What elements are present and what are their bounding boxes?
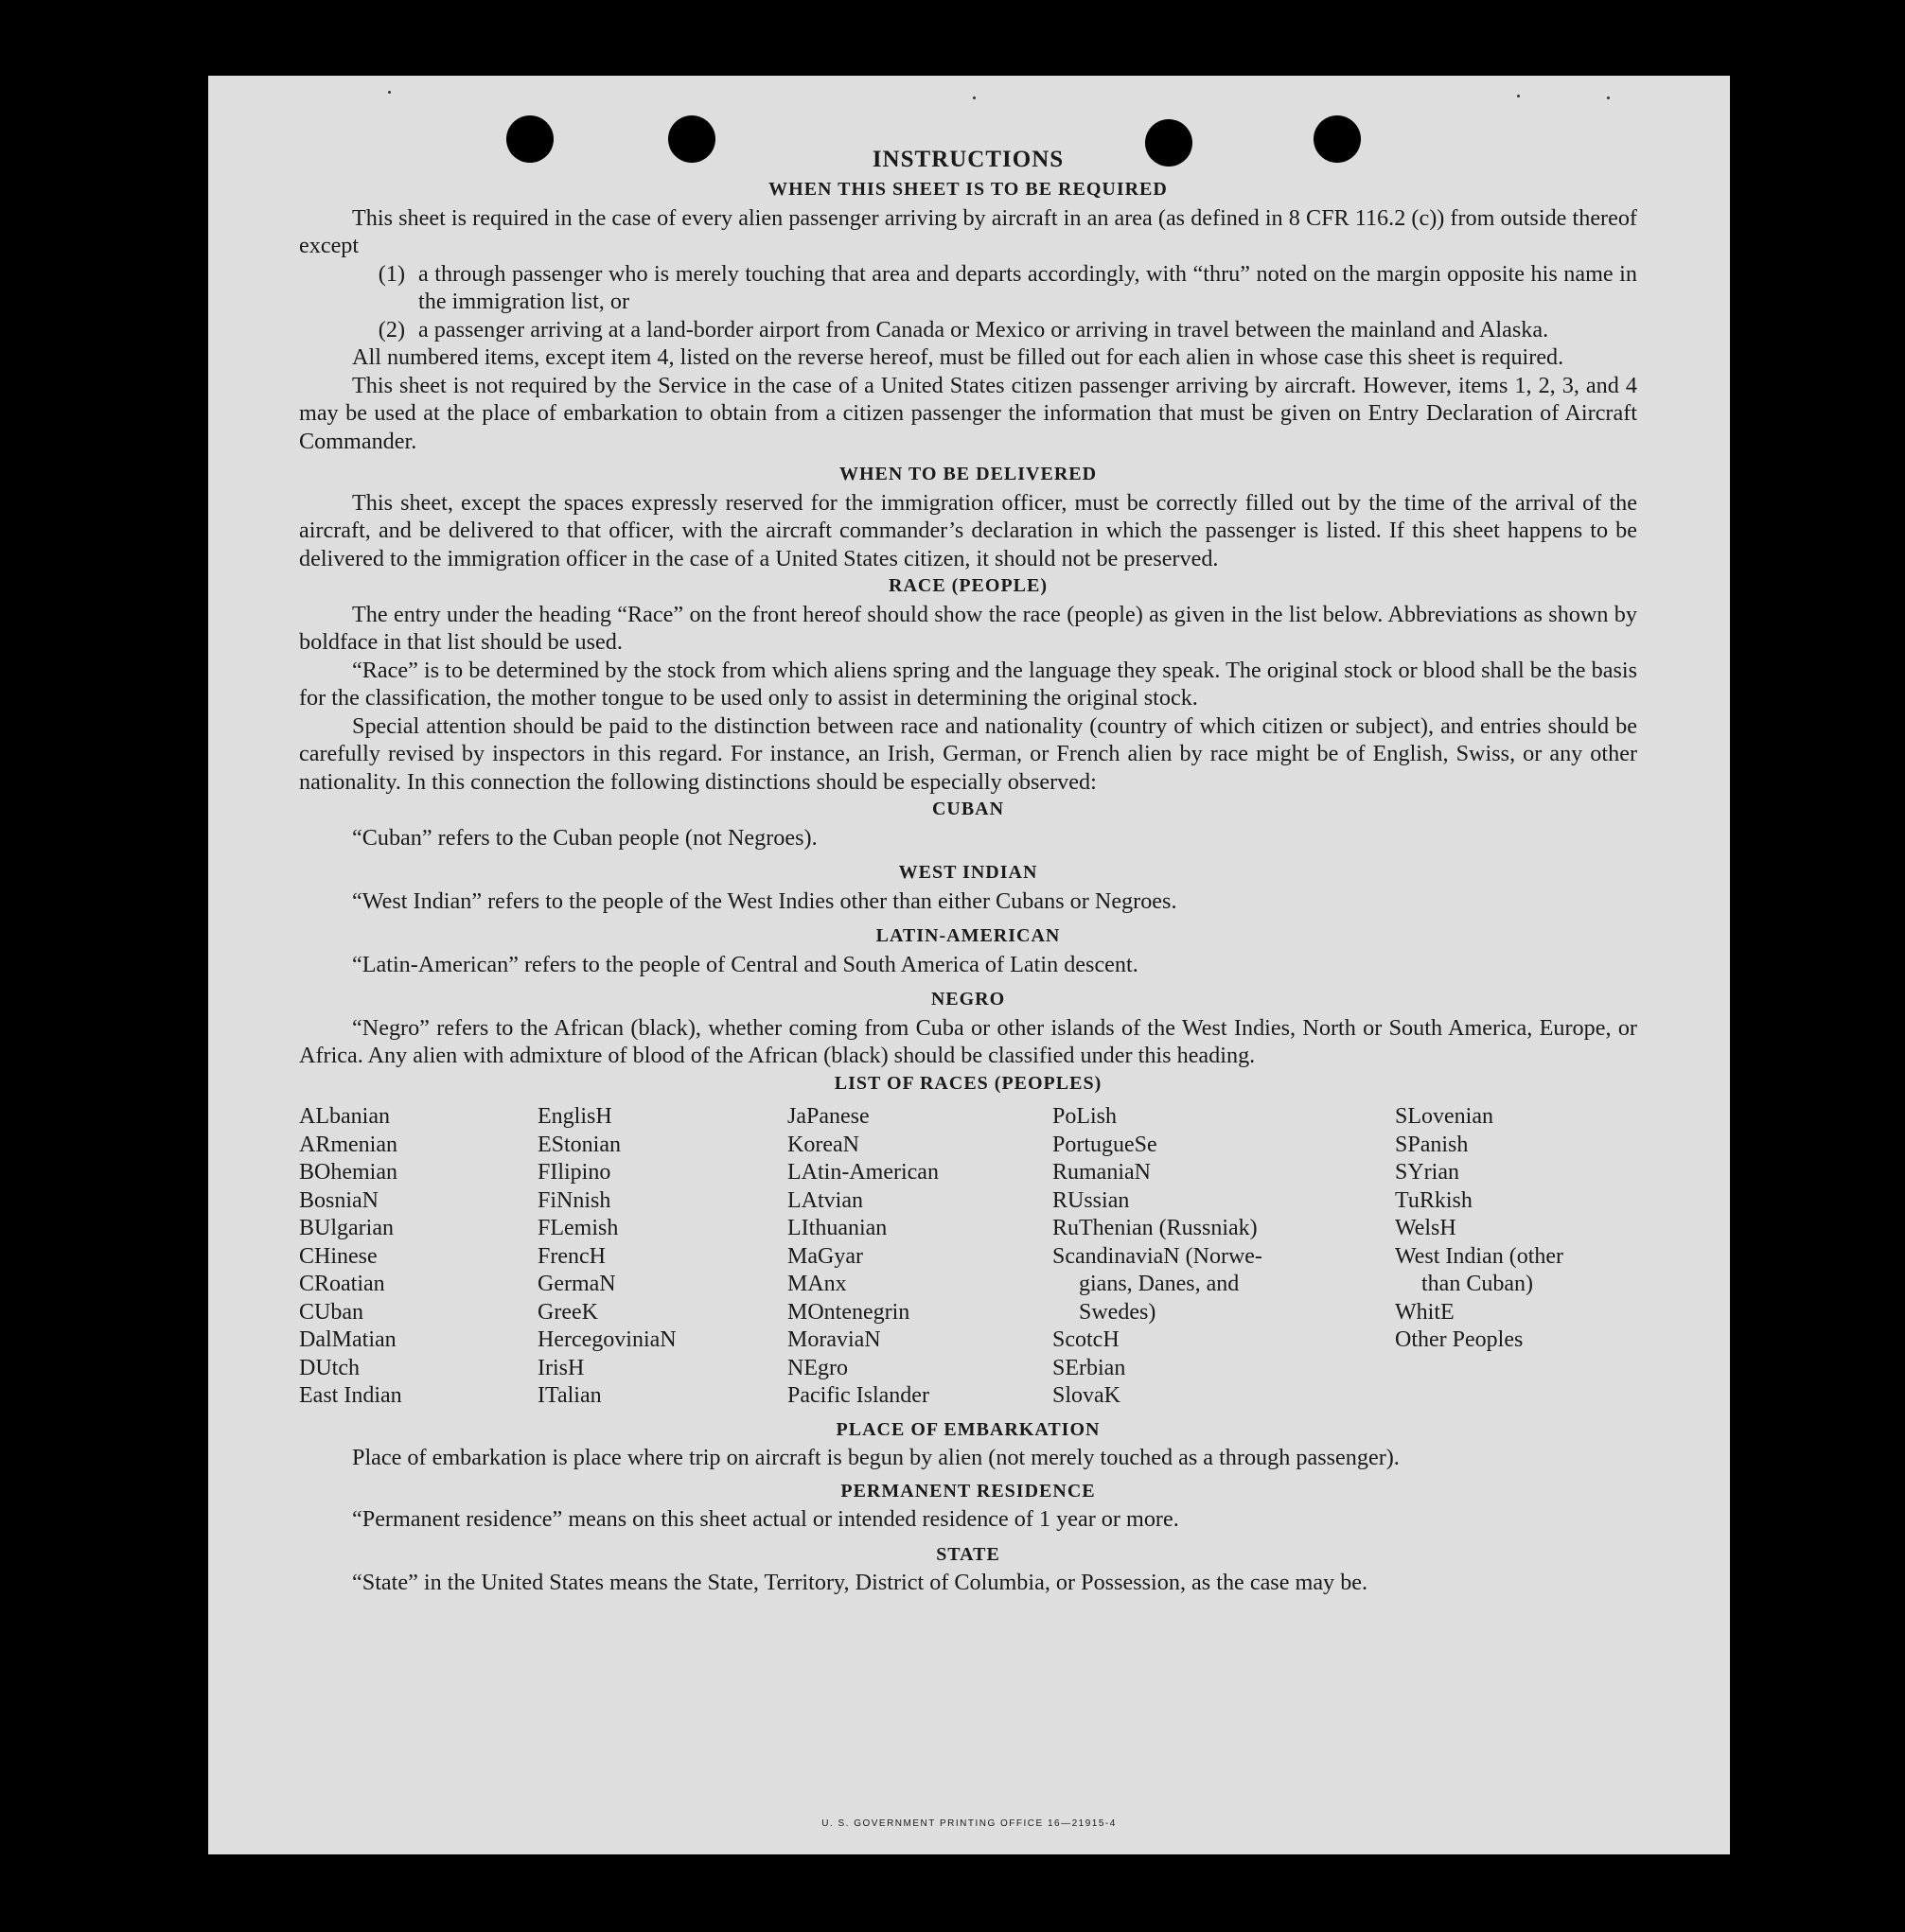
race-entry: BUlgarian [299,1216,394,1240]
paragraph: Place of embarkation is place where trip on aircraft is begun by alien (not merely touched as a through passenger). [352,1445,1400,1470]
race-entry: PortugueSe [1052,1132,1157,1157]
paragraph: This sheet, except the spaces expressly reserved for the immigration officer, must be correctly filled out by the time of the arrival of the aircraft, and be delivered to that officer, with the aircraft commander’s declaration in which the passenger is listed. If this sheet happens to be delivered to the immigration officer in the case of a United States citizen, it should not be preserved. [299,489,1637,571]
race-entry: Swedes) [1079,1299,1156,1325]
race-entry: gians, Danes, and [1079,1272,1240,1296]
races-column [299,1103,538,1411]
section-heading: NEGRO [930,989,1006,1010]
race-entry: WhitE [1395,1299,1455,1325]
race-entry: SPanish [1395,1132,1469,1157]
race-entry: RUssian [1052,1187,1130,1213]
race-entry: LIthuanian [787,1216,888,1240]
race-entry: MoraviaN [787,1327,881,1352]
paragraph: “Race” is to be determined by the stock from which aliens spring and the language they speak. The original stock or blood shall be the basis for the classification, the mother tongue to be used only to assist in determining the original stock. [299,657,1637,711]
race-entry: JaPanese [787,1104,870,1129]
list-item-text: a through passenger who is merely touching that area and departs accordingly, with “thru” noted on the margin opposite his name in the immigration list, or [418,260,1637,314]
race-entry: EStonian [538,1132,621,1157]
section-heading: PERMANENT RESIDENCE [840,1480,1096,1502]
paragraph: “State” in the United States means the State, Territory, District of Columbia, or Possession, as the case may be. [352,1570,1368,1595]
paragraph: “Cuban” refers to the Cuban people (not Negroes). [352,824,818,851]
list-item [299,260,1637,316]
paragraph: The entry under the heading “Race” on the front hereof should show the race (people) as given in the list below. Abbreviations as shown by boldface in that list should be used. [299,601,1637,655]
races-column [787,1103,1052,1411]
race-entry: DUtch [299,1355,360,1380]
race-entry: RumaniaN [1052,1160,1151,1185]
races-list [299,1103,1637,1411]
race-entry: GreeK [538,1299,598,1325]
paragraph: “West Indian” refers to the people of the West Indies other than either Cubans or Negroes. [352,887,1177,914]
race-entry: PoLish [1052,1104,1118,1129]
race-entry: CHinese [299,1243,378,1269]
race-entry: ARmenian [299,1132,397,1157]
race-entry: West Indian (other [1395,1243,1564,1269]
race-entry: BosniaN [299,1187,379,1213]
section-heading: WHEN TO BE DELIVERED [838,464,1098,484]
section-heading: RACE (PEOPLE) [889,575,1048,596]
document-sheet [208,76,1730,1854]
section-heading: WHEN THIS SHEET IS TO BE REQUIRED [768,179,1168,200]
speck [1517,95,1520,97]
printer-imprint: U. S. GOVERNMENT PRINTING OFFICE 16—21915-4 [821,1818,1117,1829]
race-entry: FIlipino [538,1160,611,1185]
race-entry: Other Peoples [1395,1327,1524,1352]
race-entry: East Indian [299,1383,402,1408]
race-entry: RuThenian (Russniak) [1052,1216,1258,1240]
race-entry: SYrian [1395,1160,1459,1185]
speck [1607,97,1610,99]
list-item-text: a passenger arriving at a land-border airport from Canada or Mexico or arriving in travel between the mainland and Alaska. [418,316,1549,342]
section-heading: LIST OF RACES (PEOPLES) [834,1072,1102,1094]
race-entry: LAtvian [787,1187,863,1213]
list-item-number: (1) [378,260,405,287]
races-column [1052,1103,1395,1411]
speck [388,91,391,94]
race-entry: EnglisH [538,1104,612,1129]
paragraph: All numbered items, except item 4, listed on the reverse hereof, must be filled out for each alien in whose case this sheet is required. [352,344,1564,370]
list-item-number: (2) [378,316,405,342]
section-heading: LATIN-AMERICAN [875,925,1061,946]
race-entry: HercegoviniaN [538,1327,677,1352]
paragraph: Special attention should be paid to the distinction between race and nationality (country of which citizen or subject), and entries should be carefully revised by inspectors in this regard. For instance, an Irish, German, or French alien by race might be of English, Swiss, or any other nationality. In this connection the following distinctions should be especially observed: [299,712,1637,795]
race-entry: ALbanian [299,1104,390,1129]
race-entry: WelsH [1395,1216,1456,1240]
instructions-content [299,144,1637,1597]
race-entry: LAtin-American [787,1160,939,1185]
race-entry: MOntenegrin [787,1299,910,1325]
race-entry: SErbian [1052,1355,1126,1380]
race-entry: than Cuban) [1421,1272,1533,1296]
race-entry: FiNnish [538,1187,611,1213]
race-entry: ScandinaviaN (Norwe- [1052,1243,1262,1269]
race-entry: BOhemian [299,1160,397,1185]
race-entry: MaGyar [787,1243,863,1269]
race-entry: FrencH [538,1243,606,1269]
section-heading: WEST INDIAN [898,862,1038,883]
race-entry: TuRkish [1395,1187,1473,1213]
race-entry: KoreaN [787,1132,859,1157]
paragraph: This sheet is required in the case of every alien passenger arriving by aircraft in an area (as defined in 8 CFR 116.2 (c)) from outside thereof except [299,204,1637,258]
paragraph: “Permanent residence” means on this sheet actual or intended residence of 1 year or more. [352,1506,1179,1532]
races-column [1395,1103,1637,1411]
section-heading: STATE [936,1543,1000,1565]
list-item [299,316,1637,344]
race-entry: MAnx [787,1272,847,1296]
race-entry: GermaN [538,1272,616,1296]
race-entry: DalMatian [299,1327,397,1352]
speck [973,97,976,99]
race-entry: ScotcH [1052,1327,1120,1352]
race-entry: FLemish [538,1216,619,1240]
race-entry: Pacific Islander [787,1383,929,1408]
race-entry: CRoatian [299,1272,385,1296]
section-heading: PLACE OF EMBARKATION [836,1418,1101,1440]
race-entry: NEgro [787,1355,848,1380]
paragraph: This sheet is not required by the Service in the case of a United States citizen passenger arriving by aircraft. However, items 1, 2, 3, and 4 may be used at the place of embarkation to obtain from a citizen passenger the information that must be given on Entry Declaration of Aircraft Commander. [299,372,1637,454]
race-entry: IrisH [538,1355,585,1380]
race-entry: SlovaK [1052,1383,1120,1408]
races-column [538,1103,787,1411]
race-entry: SLovenian [1395,1104,1493,1129]
paragraph: “Negro” refers to the African (black), whether coming from Cuba or other islands of the West Indies, North or South America, Europe, or Africa. Any alien with admixture of blood of the African (black) should be classified under this heading. [299,1014,1637,1068]
section-heading: CUBAN [931,799,1005,819]
race-entry: ITalian [538,1383,602,1408]
paragraph: “Latin-American” refers to the people of Central and South America of Latin descent. [352,951,1138,977]
page-title: INSTRUCTIONS [872,147,1065,172]
race-entry: CUban [299,1299,363,1325]
